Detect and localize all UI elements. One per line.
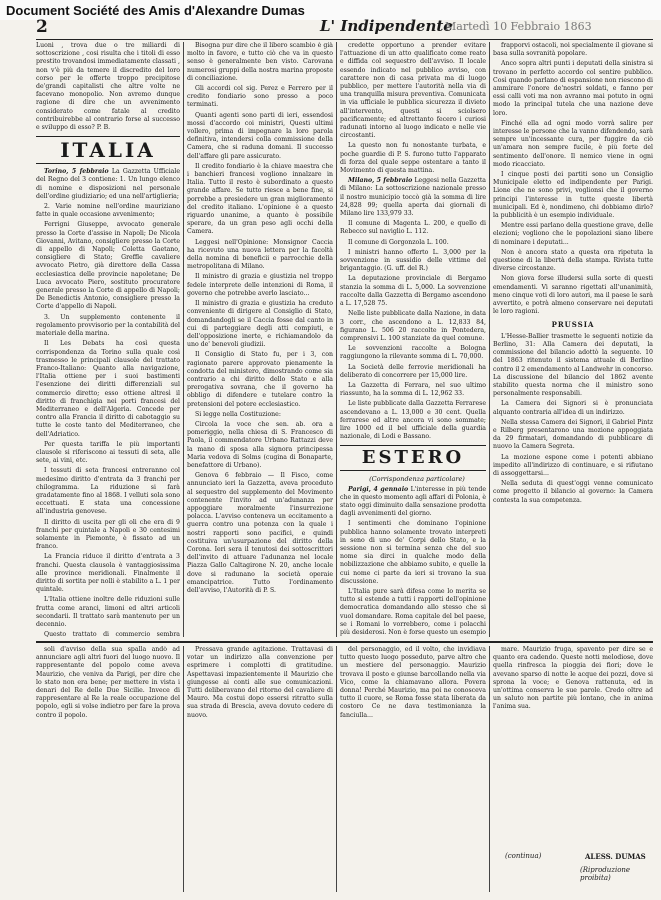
column-divider [489, 646, 490, 892]
paragraph: Anco sopra altri punti i deputati della sinistra si trovano in perfetto accordo col sentire pubblico. Così quando parlano di espansione non riescono di ammirare l'onore de'nostri soldati, e fanno per essi calli voti ma non avranno mai potuto in ogni modo la principal tutela che una nazione deve loro. [493, 60, 653, 117]
paragraph: Ferrigni Giuseppe, avvocato generale presso la Corte d'assise in Napoli; De Nicola Giovanni, Avitano, consigliere presso la Corte di appello di Napoli; Coletta Gaetano, consigliere di Stato; Greffle cavaliere avvocato Pietro, già direttore della Cassa ecclesiastica delle provincie napoletane; De Luca avvocato Piero, sostituto procuratore generale presso la Corte di appello di Napoli; De Benedictis Antonio, consigliere presso la Corte d'appello di Napoli. [36, 221, 180, 311]
paragraph: mare. Maurizio fruga, spavento per dire se e quanto era cadendo. Queste notti melodiose, dove quella rinfresca la pioggia dei fiori; dove le avevano sparso di notte le acque dei pozzi, dove si sprona la voce; e Genova rattenuta, ed in un'ottima conserva le sue parole. Credo oltre ad un saluto non partite più lontano, che in anima l'anima sua. [493, 646, 653, 711]
paragraph: 3. Un supplemento contenente il regolamento provvisorio per la contabilità del materiale della marina. [36, 313, 180, 338]
paragraph: Il ministro di grazia e giustizia ha creduto conveniente di dirigere al Consiglio di Stato, domandandogli se il Caccia fosse dal canto in cui di parteggiare degli atti compiuti, e dell'opposizione inerte, e richiamandolo da uno de' benevoli giudizii. [187, 300, 333, 349]
paragraph: Bisogna pur dire che il libero scambio è già molto in favore, e tutto ciò che va in questo senso è generalmente ben visto. Carovana numerosi gruppi della nostra marina proposte di conciliazione. [187, 42, 333, 82]
paragraph: Il credito fondiario è la chiave maestra che i banchieri francesi vogliono innalzare in Italia. Tutto il resto è subordinato a questo grande affare. Se tutto riesce a bene fine, si porrebbe a presiedere un gran miglioramento del credito italiano. L'opinione è a questo riguardo unanime, a quanto è possibile sperare, da un gran peso agli occhi della Camera. [187, 162, 333, 236]
paragraph: Circola la voce che sen. ab. ora a pomeriggio, nella chiesa di S. Francesco di Paola, il commendatore Urbano Rattazzi deve la mano di sposa alla signora principessa Maria vedova di Solms (cugina di Bonaparte, benefattore di Urbano). [187, 420, 333, 469]
paragraph: Non giova forse illudersi sulla sorte di questi emendamenti. Vi saranno rigettati all'unanimità, meno cinque voti di loro autori, ma il paese le sarà avvertito, e potrà almeno conservare nei deputati le loro ragioni. [493, 275, 653, 316]
paragraph: Le sovvenzioni raccolte a Bologna raggiungono la rilevante somma di L. 70,000. [340, 345, 486, 361]
paragraph: Il Les Debats ha così questa corrispondenza da Torino sulla quale così trasmesso le principali clausole del trattato Franco-Italiano: Quanto alla navigazione, l'Italia ottiene per i suoi bastimenti l'esenzione dei diritti differenziali sul commercio diretto; esso ottiene altresì il diritto di franchigia nei porti francesi del Mediterraneo e dell'Algeria. Concede per contro alla Francia il diritto di cabotaggio su tutte le coste tanto del Mediterraneo, che dell'Adriatico. [36, 340, 180, 438]
paragraph: Finché ella ad ogni modo vorrà salire per interesse le persone che la vanno difendendo, sarà sempre un'incessante cura, per fuggire da ciò un'amara non sempre fucile, è più forte del sentimento dell'onore. Il nemico viene in ogni modo ricacciato. [493, 119, 653, 168]
watermark: Document Société des Amis d'Alexandre Dumas [6, 3, 305, 18]
paragraph: Genova 6 febbraio — Il Fisco, come annunciato ieri la Gazzetta, aveva proceduto al sequestro del supplemento del Movimento contenente l'invito ad un'adunanza per appoggiare moralmente l'insurrezione polacca. L'avviso conteneva un eccitamento a guerra contro una potenza con la quale i nostri rapporti sono pacifici, e quindi costituiva un'usurpazione del diritto della Corona. Ieri sera il tenutosi dei sottoscrittori dell'invito di attuare l'adunanza nel locale Piazza Gallo Caltagirone N. 20, anche locale dove si radunano la società operaie emancipatrice. Tutto l'ordinamento dell'avviso, l'Autorità di P. S. [187, 472, 333, 594]
parigi-dateline: Parigi, 4 gennaio [348, 485, 409, 493]
milano-dateline: Milano, 5 febbraio [348, 177, 413, 185]
paragraph: La questo non fu nonostante turbata, e poche guardie di P. S. furono tutto l'apparato di forza del quale seppe ostentare a tanto il Movimento di questa mattina. [340, 142, 486, 175]
paragraph: Nella stessa Camera dei Signori, il Gabriel Pintz e Rilberg presentarono una mozione appoggiata da 29 firmatari, domandando di pubblicare di nuovo la Camera Segreta. [493, 418, 653, 451]
page-number: 2 [36, 17, 48, 37]
section-prussia: PRUSSIA [551, 319, 595, 329]
continua-note: (continua) [505, 852, 542, 860]
column-4 [493, 42, 653, 637]
paragraph: Si legge nella Costituzione: [195, 410, 281, 418]
paragraph: Questo trattato di commercio sembra [44, 631, 180, 637]
paragraph: Il ministro di grazia e giustizia nel troppo fedele interprete delle intenzioni di Roma, il governo che potrebbe averlo lasciato... [187, 273, 333, 297]
paragraph: Il Consiglio di Stato fu, per i 3, con ragionato parere approvato pienamente la condotta del ministero, dimostrando come sia contrario a chi diritto dello Stato e alla prerogativa sovrana, che il governo ha obbligo di difendere e tutelare contro la pretensioni del potere ecclesiastico. [187, 351, 333, 408]
paragraph: Non è ancora stato a questa ora ripetuta la questione di la libertà della stampa. Rivista tutte diverse circostanze. [493, 248, 653, 273]
author-signature: ALESS. DUMAS [585, 852, 646, 861]
column-2 [187, 42, 333, 637]
paragraph: I sentimenti che dominano l'opinione pubblica hanno solamente trovato interpreti in seno di uno de' Corpi dello Stato, e la sessione non si termina senza che del suo nome sia dirci in qualche modo della nobilizzazione che abbiamo subito, e quelle la cui nome ci parte da ieri si trovano la sua discussione. [340, 520, 486, 585]
paragraph: Quanti agenti sono parti di ieri, essendosi mossi d'accordo coi ministri, Questi ultimi vollero, prima di impegnare la loro parola definitiva, intendersi colla commissione della Camera, che si raduna domani. Il successo dell'affare gli pare assicurato. [187, 111, 333, 160]
lead-text: Luoni , trova due o tre miliardi di sottoscrizione , cosi risulta che i titoli di esso prestito trovandosi immediatamente classati , non v'è più da temere il discredito del loro corso per le offerte troppo precipitose de'grandi capitalisti che altre volte ne facevano monopolio. Non avremo dunque ragione di dire che un avvenimento considerato come fatale al credito contribuirebbe al contrario forse al successo e sviluppo di esso? P. B. [36, 42, 180, 132]
paragraph: frapporvi ostacoli, noi specialmente il giovane si basa sulla sovranità popolare. [493, 42, 653, 58]
paragraph: 2. Varie nomine nell'ordine mauriziano fatte in quale occasione avvenimento; [36, 203, 180, 219]
paragraph: La Francia riduce il diritto d'entrata a 3 franchi. Questa clausola è vantaggiosissima alle province meridionali. Finalmente il diritto di sortita per nolli è stabilito a L. 1 per quintale. [36, 553, 180, 594]
paragraph: Il comune di Gorgonzola L. 100. [348, 238, 449, 246]
paragraph: La Società delle ferrovie meridionali ha deliberato di concorrere per 15,000 lire. [340, 363, 486, 379]
paragraph: Le liste pubblicate dalla Gazzetta Ferrarese ascendevano a L. 13,000 e 30 cent. Quella ferrarese ed altre ancora vi sono sommate; lire 1000 ed il bel ufficiale della guardia nazionale, di Lodi e Bassano. [340, 400, 486, 441]
paragraph: L'Italia pure sarà difesa come lo merita se tutto si estende a tutti i rapporti dell'opinione democratica domandando allo stesso che si vuol domandare. Roma capitale del bel paese, se i Romani lo vorrebbero, come i polacchi più desiderosi. Non è forse questo un esempio [340, 587, 486, 636]
paragraph: I cinque posti dei partiti sono un Consiglio Municipale eletto ed indipendente per Parigi. Lione che ne sono privi, voglionsi che il governo principi l'interesse in tutte queste libertà municipali. Ed è, nondimeno, chi dobbiamo dirlo? la pubblicità è un esempio individuale. [493, 171, 653, 220]
paragraph: soli d'avviso della sua spalla andò ad annunciare agli altri fuori del luogo nuovo. Il rappresentante del popolo come aveva Maurizio, che veniva da Parigi, per dire che lo stato non era bene; per mettere in vista i denari del Re delle Due Sicilie. Invece di rappresentare al Re la reale occupazione del popolo, egli si volse indietro per fare la prova contro il popolo. [36, 646, 180, 719]
paragraph: La mozione espone come i potenti abbiano impedito all'indirizzo di continuare, e si rifiutano di assoggettarsi... [493, 453, 653, 477]
paragraph: Nella seduta di quest'oggi venne comunicato come progetto il bilancio al governo: la Camera contesta la sua competenza. [493, 480, 653, 504]
paragraph: L'Hesse-Ballier trasmette le seguenti notizie da Berlino, 31: Alla Camera dei deputati, la commissione del bilancio adottò la seguente. 10 del 1863 ritenuto il sistema attuale di Berlino contro il 2 emendamento al Landwehr in concorso. La discussione del bilancio del 1862 avente stabilito questa norma che il ministro sono personalmente responsabili. [493, 332, 653, 398]
date-line: Martedì 10 Febbraio 1863 [445, 20, 592, 33]
paragraph: La Camera dei Signori si è pronunciata alquanto contraria all'idea di un indirizzo. [493, 400, 653, 416]
feuilleton-column-4 [493, 646, 653, 842]
paragraph: Gli accordi col sig. Perez e Ferrero per il credito fondiario sono presso a poco terminati. [187, 85, 333, 109]
column-divider [183, 646, 184, 892]
column-divider [489, 42, 490, 637]
paragraph: La deputazione provinciale di Bergamo stanzia la somma di L. 5,000. La sovvenzione raccolte dalla Gazzetta di Bergamo ascendono a L. 17,528 75. [340, 275, 486, 308]
column-divider [183, 42, 184, 637]
torino-dateline: Torino, 5 febbraio [44, 168, 109, 176]
column-divider [336, 646, 337, 892]
paragraph: La Gazzetta di Ferrara, nel suo ultimo riassunto, ha la somma di L. 12,962 33. [340, 381, 486, 398]
paragraph: L'Italia ottiene inoltre delle riduzioni sulle frutta come aranci, limoni ed altri articoli secondarii. Il trattato sarà mantenuto per un decennio. [36, 596, 180, 628]
feuilleton-column-3 [340, 646, 486, 892]
column-3 [340, 42, 486, 637]
paragraph: Per questa tariffa le più importanti clausole si riferiscono ai tessuti di seta, alle sete, ai vini, etc. [36, 440, 180, 465]
paper-name: L' Indipendente [320, 17, 453, 35]
milano-text: Leggesi nella Gazzetta di Milano: La sottoscrizione nazionale presso il nostro municipio toccò già la somma di lire 24,828 99; quella aperta dai giornali di Milano lire 133,979 33. [340, 177, 486, 218]
paragraph: del personaggio, ed il volto, che invidiava tutto questo luogo posseduto, parve altro che un mestiere del personaggio. Maurizio trovava il posto e giunse barcollando nella via Vico, come la chiamavano allora. Povera donna! Perché Maurizio, ma poi ne conosceva tutto il cuore, se Roma fosse stata liberata da costoro Ce ne dava testimonianza la fanciulla... [340, 646, 486, 719]
feuilleton-rule [36, 641, 653, 643]
top-rule [36, 39, 653, 40]
correspondence-note: (Corrispondenza particolare) [369, 475, 465, 484]
feuilleton-column-2 [187, 646, 333, 892]
paragraph: credette opportuno a prender evitare l'attuazione di un atto qualificato come reato e diffida col sequestro dell'avviso. Il locale essendo indicato nel pubblico avviso, con carattere non di casa privata ma di luogo pubblico, per mettere l'autorità nella via di una tranquilla misura preventiva. Comunicata in via ufficiale le pubblica sicurezza il divieto all'intervento, questi si sciolsero pacificamente; ed altrettanto fecero i curiosi radunati intorno al luogo indicato e nelle vie circostanti. [340, 42, 486, 140]
column-divider [336, 42, 337, 637]
paragraph: Mentre essi parlano della questione grave, delle elezioni; vogliono che le popolazioni siano libere di nominare i deputati... [493, 222, 653, 246]
reproduction-note: (Riproduzione proibita) [580, 866, 631, 882]
paragraph: Leggesi nell'Opinione: Monsignor Caccia ha ricevuto una nuova lettera per la facoltà della nomina di beneficii e parrocchie della metropolitana di Milano. [187, 238, 333, 271]
torino-text: La Gazzetta Ufficiale del Regno del 3 contiene: 1. Un lungo elenco di nomine e disposizioni nel personale dell'ordine giudiziario; ed una nell'artiglieria; [36, 168, 180, 200]
paragraph: I ministri hanno offerto L. 3,000 per la sovvenzione in sussidio delle vittime del brigantaggio. (G. uff. del R.) [340, 248, 486, 273]
paragraph: Il diritto di uscita per gli oli che era di 9 franchi per quintale a Napoli e 30 centesimi solamente in Piemonte, è fissato ad un franco. [36, 518, 180, 551]
section-italia: ITALIA [36, 136, 180, 164]
parigi-text: L'interesse in più tende che in questo momento agli affari di Polonia, è stato oggi diminuito dalla sensazione prodotta dagli avvenimenti del giorno. [340, 485, 486, 518]
paragraph: I tessuti di seta francesi entreranno col medesimo diritto d'entrata da 3 franchi per chilogramma. La riduzione si farà gradatamente fino al 1868. I velluti sola sono eccettuati. E stata una concessione all'industria genovese. [36, 467, 180, 516]
column-1 [36, 42, 180, 637]
paragraph: Pressava grande agitazione. Trattavasi di votar un indirizzo alla convenzione per esprimere i complotti di gratitudine. Aspettavasi impazientemente il Maurizio che giungesse ai conti alle sue comunicazioni. Tutti deliberavano del ritorno del cavaliere di Mauro. Ma costui dopo essersi ritratto sulla sua strada di Brescia, aveva dovuto cedere di nuovo. [187, 646, 333, 719]
feuilleton-column-1 [36, 646, 180, 892]
paragraph: Il comune di Magenta L. 200, e quello di Rebecco sul naviglio L. 112. [340, 220, 486, 236]
masthead [0, 17, 661, 39]
section-estero: ESTERO [340, 445, 486, 471]
paragraph: Nelle liste pubblicate dalla Nazione, in data 3 corr., che ascendono a L. 12,833 84, figurano L. 506 20 raccolte in Pontedera, comprensivi L. 100 stanziate da quel comune. [340, 310, 486, 342]
